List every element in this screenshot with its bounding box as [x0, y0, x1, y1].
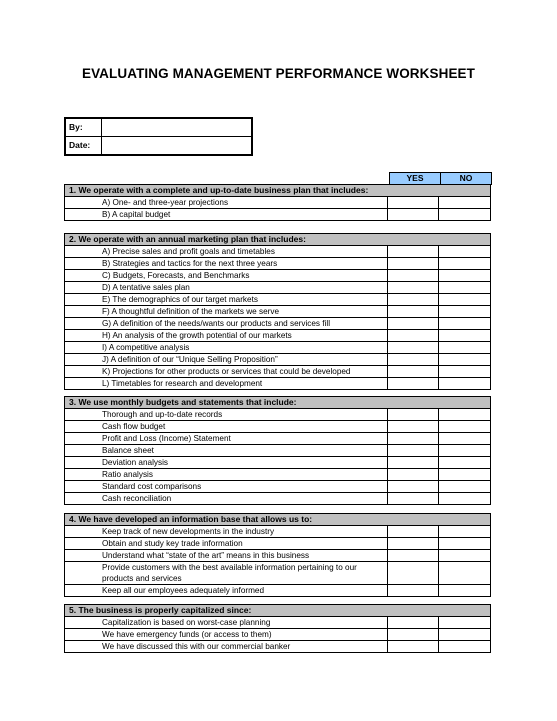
- yes-cell[interactable]: [388, 538, 439, 549]
- yes-cell[interactable]: [388, 526, 439, 537]
- checklist-row: [65, 354, 490, 366]
- checklist-row: [65, 421, 490, 433]
- yes-cell[interactable]: [388, 282, 439, 293]
- yes-cell[interactable]: [388, 469, 439, 480]
- yes-cell[interactable]: [388, 562, 439, 584]
- no-cell[interactable]: [439, 366, 490, 377]
- checklist-item: C) Budgets, Forecasts, and Benchmarks: [65, 270, 388, 281]
- checklist-row: [65, 457, 490, 469]
- checklist-row: [65, 197, 490, 209]
- checklist-row: [65, 409, 490, 421]
- yes-cell[interactable]: [388, 330, 439, 341]
- yes-cell[interactable]: [388, 481, 439, 492]
- checklist-row: [65, 550, 490, 562]
- yes-cell[interactable]: [388, 294, 439, 305]
- checklist-item: Cash flow budget: [65, 421, 388, 432]
- yes-cell[interactable]: [388, 354, 439, 365]
- checklist-item: H) An analysis of the growth potential of our markets: [65, 330, 388, 341]
- checklist-row: [65, 282, 490, 294]
- checklist-item: Cash reconciliation: [65, 493, 388, 504]
- no-cell[interactable]: [439, 445, 490, 456]
- by-row: [66, 119, 251, 136]
- no-cell[interactable]: [439, 306, 490, 317]
- checklist-row: [65, 562, 490, 585]
- checklist-row: [65, 469, 490, 481]
- checklist-item: Obtain and study key trade information: [65, 538, 388, 549]
- no-cell[interactable]: [439, 282, 490, 293]
- checklist-item: A) One- and three-year projections: [65, 197, 388, 208]
- checklist-item: F) A thoughtful definition of the markets we serve: [65, 306, 388, 317]
- no-cell[interactable]: [439, 481, 490, 492]
- no-cell[interactable]: [439, 354, 490, 365]
- checklist-row: [65, 641, 490, 652]
- section-heading: 4. We have developed an information base that allows us to:: [65, 514, 490, 526]
- checklist-item: G) A definition of the needs/wants our products and services fill: [65, 318, 388, 329]
- checklist-item: J) A definition of our “Unique Selling Proposition”: [65, 354, 388, 365]
- checklist-row: [65, 209, 490, 220]
- no-cell[interactable]: [439, 457, 490, 468]
- checklist-row: [65, 318, 490, 330]
- checklist-item: K) Projections for other products or services that could be developed: [65, 366, 388, 377]
- no-cell[interactable]: [439, 526, 490, 537]
- no-cell[interactable]: [439, 641, 490, 652]
- yes-cell[interactable]: [388, 493, 439, 504]
- section-heading: 2. We operate with an annual marketing plan that includes:: [65, 234, 490, 246]
- checklist-item: I) A competitive analysis: [65, 342, 388, 353]
- no-cell[interactable]: [439, 433, 490, 444]
- checklist-item: Standard cost comparisons: [65, 481, 388, 492]
- no-cell[interactable]: [439, 258, 490, 269]
- checklist-item: We have emergency funds (or access to them): [65, 629, 388, 640]
- checklist-item: Understand what “state of the art” means in this business: [65, 550, 388, 561]
- section-3: [64, 396, 491, 505]
- yes-cell[interactable]: [388, 197, 439, 208]
- checklist-item: Thorough and up-to-date records: [65, 409, 388, 420]
- yes-cell[interactable]: [388, 270, 439, 281]
- section-2: [64, 233, 491, 390]
- checklist-item: Balance sheet: [65, 445, 388, 456]
- no-cell[interactable]: [439, 197, 490, 208]
- no-cell[interactable]: [439, 421, 490, 432]
- checklist-item: Keep all our employees adequately informed: [65, 585, 388, 596]
- section-1: [64, 184, 491, 221]
- checklist-row: [65, 330, 490, 342]
- checklist-item: Deviation analysis: [65, 457, 388, 468]
- checklist-row: [65, 629, 490, 641]
- checklist-row: [65, 433, 490, 445]
- checklist-item: Capitalization is based on worst-case planning: [65, 617, 388, 628]
- yes-cell[interactable]: [388, 318, 439, 329]
- page-title: EVALUATING MANAGEMENT PERFORMANCE WORKSHEET: [81, 66, 476, 81]
- no-cell[interactable]: [439, 585, 490, 596]
- checklist-row: [65, 366, 490, 378]
- no-column-header: NO: [440, 173, 491, 184]
- yes-cell[interactable]: [388, 306, 439, 317]
- yes-cell[interactable]: [388, 617, 439, 628]
- section-heading: 3. We use monthly budgets and statements that include:: [65, 397, 490, 409]
- yes-cell[interactable]: [388, 457, 439, 468]
- checklist-row: [65, 481, 490, 493]
- yes-cell[interactable]: [388, 550, 439, 561]
- yes-cell[interactable]: [388, 209, 439, 220]
- checklist-item: L) Timetables for research and development: [65, 378, 388, 389]
- no-cell[interactable]: [439, 246, 490, 257]
- checklist-row: [65, 585, 490, 596]
- yes-cell[interactable]: [388, 342, 439, 353]
- checklist-row: [65, 526, 490, 538]
- yes-cell[interactable]: [388, 246, 439, 257]
- yes-cell[interactable]: [388, 366, 439, 377]
- yes-cell[interactable]: [388, 433, 439, 444]
- checklist-row: [65, 538, 490, 550]
- no-cell[interactable]: [439, 342, 490, 353]
- no-cell[interactable]: [439, 270, 490, 281]
- no-cell[interactable]: [439, 538, 490, 549]
- checklist-item: E) The demographics of our target markets: [65, 294, 388, 305]
- checklist-item: We have discussed this with our commercial banker: [65, 641, 388, 652]
- section-heading: 5. The business is properly capitalized since:: [65, 605, 490, 617]
- checklist-row: [65, 378, 490, 389]
- section-4: [64, 513, 491, 597]
- checklist-row: [65, 306, 490, 318]
- yes-column-header: YES: [390, 173, 440, 184]
- no-cell[interactable]: [439, 318, 490, 329]
- date-row: [66, 136, 251, 154]
- no-cell[interactable]: [439, 550, 490, 561]
- by-label: By:: [66, 119, 102, 136]
- section-5: [64, 604, 491, 653]
- no-cell[interactable]: [439, 562, 490, 584]
- checklist-item: D) A tentative sales plan: [65, 282, 388, 293]
- checklist-item: Keep track of new developments in the industry: [65, 526, 388, 537]
- no-cell[interactable]: [439, 629, 490, 640]
- checklist-row: [65, 493, 490, 504]
- date-field[interactable]: [102, 137, 251, 154]
- no-cell[interactable]: [439, 409, 490, 420]
- yes-cell[interactable]: [388, 585, 439, 596]
- checklist-item: B) A capital budget: [65, 209, 388, 220]
- checklist-row: [65, 445, 490, 457]
- yes-cell[interactable]: [388, 378, 439, 389]
- yes-cell[interactable]: [388, 409, 439, 420]
- yes-cell[interactable]: [388, 421, 439, 432]
- checklist-row: [65, 342, 490, 354]
- by-field[interactable]: [102, 119, 251, 136]
- checklist-item: B) Strategies and tactics for the next three years: [65, 258, 388, 269]
- info-box: [64, 117, 253, 156]
- yes-cell[interactable]: [388, 641, 439, 652]
- checklist-row: [65, 246, 490, 258]
- yes-cell[interactable]: [388, 629, 439, 640]
- checklist-row: [65, 617, 490, 629]
- no-cell[interactable]: [439, 378, 490, 389]
- checklist-row: [65, 294, 490, 306]
- no-cell[interactable]: [439, 617, 490, 628]
- checklist-item: A) Precise sales and profit goals and timetables: [65, 246, 388, 257]
- no-cell[interactable]: [439, 493, 490, 504]
- yes-cell[interactable]: [388, 258, 439, 269]
- no-cell[interactable]: [439, 209, 490, 220]
- yes-cell[interactable]: [388, 445, 439, 456]
- checklist-row: [65, 270, 490, 282]
- no-cell[interactable]: [439, 469, 490, 480]
- date-label: Date:: [66, 137, 102, 154]
- no-cell[interactable]: [439, 330, 490, 341]
- section-heading: 1. We operate with a complete and up-to-date business plan that includes:: [65, 185, 490, 197]
- checklist-item: Provide customers with the best available information pertaining to our products and services: [65, 562, 388, 584]
- checklist-row: [65, 258, 490, 270]
- no-cell[interactable]: [439, 294, 490, 305]
- checklist-item: Profit and Loss (Income) Statement: [65, 433, 388, 444]
- checklist-item: Ratio analysis: [65, 469, 388, 480]
